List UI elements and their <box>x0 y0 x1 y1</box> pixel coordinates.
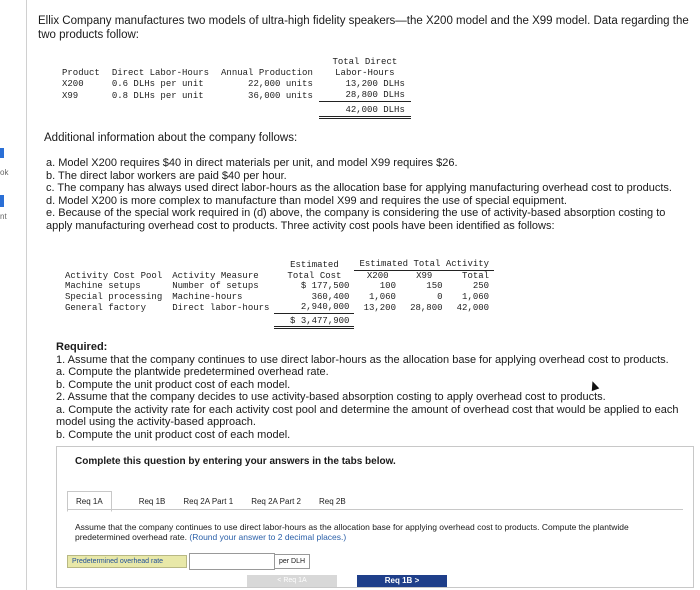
prev-button-label: Req 1A <box>283 577 307 584</box>
list-item: d. Model X200 is more complex to manufacture than model X99 and requires the use of special equipment. <box>46 194 567 207</box>
table-header: Total Direct Labor-Hours <box>332 57 398 78</box>
table-row <box>60 302 494 313</box>
table-cell: 13,200 <box>363 302 396 313</box>
table-header: X99 <box>416 270 433 281</box>
intro-text: Ellix Company manufactures two models of ultra-high fidelity speakers—the X200 model and the X99 model. Data regarding the two products follow: <box>38 15 689 41</box>
table-header-row <box>56 57 411 79</box>
next-button[interactable] <box>357 575 447 587</box>
table-cell: Special processing <box>65 291 163 302</box>
additional-info-list <box>46 157 686 232</box>
additional-info-title: Additional information about the company follows: <box>44 132 298 144</box>
table-cell: X200 <box>62 79 84 89</box>
table-cell: 0.6 DLHs per unit <box>111 79 204 89</box>
table-total-row <box>56 102 411 118</box>
next-button-label: Req 1B <box>384 576 413 585</box>
required-line: 1. Assume that the company continues to use direct labor-hours as the allocation base for applying overhead cost to products. <box>56 353 669 366</box>
table-cell: 13,200 DLHs <box>345 79 405 89</box>
required-line: 2. Assume that the company decides to use activity-based absorption costing to apply overhead cost to products. <box>56 391 606 403</box>
tab-req-2a-part-2[interactable]: Req 2A Part 2 <box>251 497 301 506</box>
sidebar-accent <box>0 148 4 158</box>
tab-req-2a-part-1[interactable]: Req 2A Part 1 <box>183 497 234 506</box>
instruction-note: (Round your answer to 2 decimal places.) <box>189 532 347 542</box>
table-header: Product <box>62 68 100 78</box>
table-cell: Number of setups <box>172 281 259 291</box>
table-header: Estimated Total Activity <box>354 259 494 270</box>
table-cell: 28,800 <box>410 302 443 313</box>
table-cell: 150 <box>426 281 443 291</box>
table-total: $ 3,477,900 <box>274 313 354 328</box>
required-line: a. Compute the plantwide predetermined overhead rate. <box>56 366 329 378</box>
answer-label: Predetermined overhead rate <box>67 555 187 568</box>
table-header: X200 <box>366 270 389 281</box>
instruction-text <box>75 522 675 542</box>
table-cell: 42,000 <box>456 302 490 313</box>
required-section <box>56 341 696 441</box>
sidebar-mark-nt: nt <box>0 212 7 221</box>
activity-cost-pool-table <box>60 259 494 329</box>
tab-req-1b[interactable]: Req 1B <box>138 497 166 506</box>
list-item: e. Because of the special work required in (d) above, the company is considering the use of activity-based absorption costing to apply manufacturing overhead cost to products. Three activity cost pools have been identified as follows: <box>46 207 666 232</box>
table-cell: 36,000 units <box>248 90 313 101</box>
table-header: Estimated Total Cost <box>287 260 342 281</box>
tab-req-1a[interactable]: Req 1A <box>67 491 112 512</box>
prev-button[interactable] <box>247 575 337 587</box>
table-row <box>60 292 494 303</box>
product-data-table <box>56 57 411 119</box>
required-title: Required: <box>56 341 108 353</box>
table-header: Annual Production <box>221 68 313 78</box>
table-total: 42,000 DLHs <box>319 102 411 118</box>
table-header: Activity Cost Pool <box>65 270 163 281</box>
table-header-row <box>60 259 494 270</box>
answer-panel <box>56 446 694 588</box>
table-header: Activity Measure <box>172 270 259 281</box>
table-cell: X99 <box>62 90 79 101</box>
required-line: a. Compute the activity rate for each activity cost pool and determine the amount of overhead cost that would be applied to each model using the activity-based approach. <box>56 403 679 428</box>
table-row <box>56 79 411 90</box>
table-cell: 28,800 DLHs <box>319 90 411 102</box>
table-cell: 22,000 units <box>248 79 313 89</box>
answer-unit: per DLH <box>275 554 310 569</box>
instruction-main: Assume that the company continues to use direct labor-hours as the allocation base for applying overhead cost to products. Compute the plantwide predetermined overhead rate. <box>75 522 629 542</box>
table-header: Total <box>462 270 490 281</box>
table-cell: 1,060 <box>462 291 490 302</box>
table-cell: Machine setups <box>65 281 141 291</box>
table-cell: 0 <box>437 291 443 302</box>
table-cell: $ 177,500 <box>300 281 350 291</box>
table-cell: Machine-hours <box>172 291 243 302</box>
required-line: b. Compute the unit product cost of each model. <box>56 378 291 391</box>
table-cell: 250 <box>472 281 490 291</box>
table-cell: 2,940,000 <box>274 302 354 313</box>
overhead-rate-input[interactable] <box>189 553 275 570</box>
problem-content <box>38 14 698 42</box>
tab-req-2b[interactable]: Req 2B <box>319 497 346 506</box>
list-item: a. Model X200 requires $40 in direct materials per unit, and model X99 requires $26. <box>46 157 458 169</box>
tab-divider <box>67 509 683 510</box>
table-cell: 360,400 <box>311 291 350 302</box>
required-line: b. Compute the unit product cost of each model. <box>56 428 291 441</box>
table-cell: 1,060 <box>368 291 396 302</box>
table-cell: 100 <box>379 281 396 291</box>
answer-row <box>67 553 310 570</box>
sidebar-mark-ok: ok <box>0 168 9 177</box>
table-cell: 0.8 DLHs per unit <box>111 90 204 101</box>
list-item: b. The direct labor workers are paid $40 per hour. <box>46 169 287 182</box>
sidebar-accent <box>0 195 4 207</box>
table-total-row <box>60 313 494 328</box>
list-item: c. The company has always used direct labor-hours as the allocation base for applying manufacturing overhead cost to products. <box>46 182 672 194</box>
table-row <box>56 90 411 102</box>
left-sidebar <box>0 0 27 590</box>
panel-heading: Complete this question by entering your answers in the tabs below. <box>75 456 396 467</box>
table-cell: Direct labor-hours <box>172 302 270 313</box>
chevron-left-icon: < <box>277 577 282 584</box>
chevron-right-icon: > <box>414 576 420 585</box>
table-cell: General factory <box>65 302 147 313</box>
table-header: Direct Labor-Hours <box>111 68 210 78</box>
table-row <box>60 281 494 292</box>
